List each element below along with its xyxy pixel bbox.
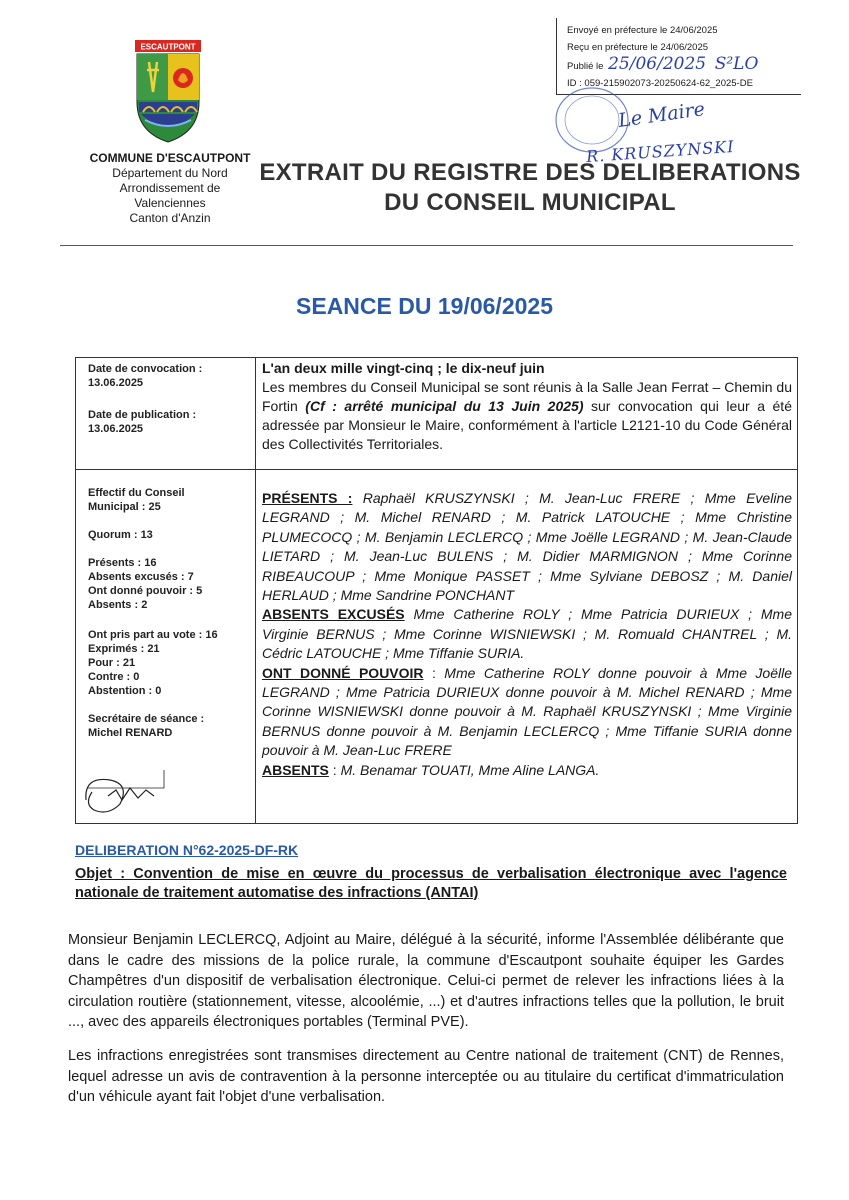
title-line-1: EXTRAIT DU REGISTRE DES DELIBERATIONS xyxy=(259,159,801,186)
header-divider xyxy=(60,245,793,246)
absents-excuses-value: 7 xyxy=(187,571,194,583)
absents-row: Absents : 2 xyxy=(88,599,148,611)
excuses-heading: ABSENTS EXCUSÉS xyxy=(262,606,405,623)
commune-line: Canton d'Anzin xyxy=(129,211,211,225)
contre-value: 0 xyxy=(133,671,140,683)
commune-line: Arrondissement de xyxy=(119,181,221,195)
absents-excuses-row: Absents excusés : 7 xyxy=(88,571,194,583)
absents-list: M. Benamar TOUATI, Mme Aline LANGA. xyxy=(340,761,600,778)
pouvoir-block: ONT DONNÉ POUVOIR : Mme Catherine ROLY donne pouvoir à Mme Joëlle LEGRAND ; Mme Patricia DURIEUX donne pouvoir à M. Michel RENARD ; Mme Corinne WISNIEWSKI donne pouvoir à M. Raphaël KRUSZYNSKI ; Mme Virginie BERNUS donne pouvoir à M. Benjamin LECLERCQ ; Mme Tiffanie SURIA donne pouvoir à M. Jean-Luc FRERE xyxy=(262,664,792,759)
convocation-arrete: (Cf : arrêté municipal du 13 Juin 2025) xyxy=(305,398,584,414)
absents-heading: ABSENTS xyxy=(262,761,329,778)
secretary-signature xyxy=(80,770,170,823)
signature-name: R. KRUSZYNSKI xyxy=(585,136,736,167)
contre-row: Contre : 0 xyxy=(88,671,140,683)
deliberation-paragraph-2: Les infractions enregistrées sont transmises directement au Centre national de traitement (CNT) de Rennes, lequel adresse un avis de contravention à la personne interceptée ou au titulaire du certificat d'immatriculation d'un véhicule ayant fait l'objet d'une verbalisation. xyxy=(68,1048,784,1105)
stamp-published xyxy=(557,56,801,75)
stamp-published-handwritten: 25/06/2025 xyxy=(608,54,707,74)
prefecture-stamp xyxy=(556,18,801,95)
table-divider-horizontal xyxy=(76,469,797,470)
convocation-text-before: Les membres du Conseil Municipal se sont réunis à la Salle Jean Ferrat – Chemin du Fortin xyxy=(262,379,792,414)
convocation-text xyxy=(262,359,792,454)
convocation-dates xyxy=(88,362,202,436)
presents-block xyxy=(262,489,792,605)
objet-label: Objet xyxy=(75,866,113,882)
deliberation-paragraph-1: Monsieur Benjamin LECLERCQ, Adjoint au Maire, délégué à la sécurité, informe l'Assemblée délibérante que dans le cadre des missions de la police rurale, la commune d'Escautpont souhaite équiper les Gardes Champêtres d'un dispositif de verbalisation électronique. Celui-ci permet de relever les infractions liées à la circulation routière (stationnement, vitesse, alcoolémie, ...) et d'autres infractions telles que la pollution, le bruit ..., avec des appareils électroniques portables (Terminal PVE). xyxy=(68,932,784,1030)
council-stats xyxy=(88,486,228,740)
document-title xyxy=(240,158,820,218)
commune-line: Valenciennes xyxy=(134,196,206,210)
secretaire-label: Secrétaire de séance : xyxy=(88,713,205,725)
effectif-value: 25 xyxy=(148,501,161,513)
presents-row: Présents : 16 xyxy=(88,557,157,569)
abstention-value: 0 xyxy=(155,685,162,697)
effectif-label: Effectif du Conseil Municipal : 25 xyxy=(88,487,185,513)
convocation-text-after: sur convocation qui leur a été adressée par Monsieur le Maire, conformément à l'article L2121-10 du Code Général des Collectivités Territoriales. xyxy=(262,398,792,452)
convocation-paragraph xyxy=(262,378,792,454)
objet-text: Convention de mise en œuvre du processus de verbalisation électronique avec l'agence nationale de traitement automatise des infractions (ANTAI) xyxy=(75,866,787,901)
absents-value: 2 xyxy=(141,599,148,611)
excuses-block xyxy=(262,605,792,663)
convocation-heading: L'an deux mille vingt-cinq ; le dix-neuf juin xyxy=(262,360,545,376)
pouvoir-heading: ONT DONNÉ POUVOIR xyxy=(262,664,424,681)
quorum-row: Quorum : 13 xyxy=(88,529,153,541)
deliberation-number: DELIBERATION N°62-2025-DF-RK xyxy=(75,842,299,858)
date-convocation-value: 13.06.2025 xyxy=(88,377,144,389)
absents-block: ABSENTS : M. Benamar TOUATI, Mme Aline LANGA. xyxy=(262,761,600,778)
presents-heading: PRÉSENTS : xyxy=(262,490,353,506)
pouvoir-value: 5 xyxy=(196,585,203,597)
stamp-hand-mark: S²LO xyxy=(714,54,759,74)
stamp-id: ID : 059-215902073-20250624-62_2025-DE xyxy=(567,78,753,89)
table-divider-vertical xyxy=(255,358,256,823)
deliberation-objet: Objet : Convention de mise en œuvre du processus de verbalisation électronique avec l'agence nationale de traitement automatise des infractions (ANTAI) xyxy=(75,866,787,901)
exprimes-value: 21 xyxy=(147,643,160,655)
exprimes-row: Exprimés : 21 xyxy=(88,643,160,655)
attendance-text xyxy=(262,489,792,780)
stamp-received-text: Reçu en préfecture le 24/06/2025 xyxy=(567,42,709,53)
commune-line: Département du Nord xyxy=(112,166,228,180)
pouvoir-row: Ont donné pouvoir : 5 xyxy=(88,585,203,597)
title-line-2: DU CONSEIL MUNICIPAL xyxy=(384,189,676,216)
excuses-list: Mme Catherine ROLY ; Mme Patricia DURIEUX ; Mme Virginie BERNUS ; Mme Corinne WISNIEWSKI ; M. Romuald CHANTREL ; M. Cédric LATOUCHE ; Mme Tiffanie SURIA. xyxy=(262,606,792,662)
commune-name: COMMUNE D'ESCAUTPONT xyxy=(89,151,251,165)
pour-row: Pour : 21 xyxy=(88,657,136,669)
date-convocation-label: Date de convocation : xyxy=(88,363,203,375)
session-table xyxy=(75,357,798,824)
date-publication-value: 13.06.2025 xyxy=(88,423,144,435)
date-publication-label: Date de publication : xyxy=(88,409,197,421)
stamp-sent: Envoyé en préfecture le 24/06/2025 xyxy=(567,25,718,36)
abstention-row: Abstention : 0 xyxy=(88,685,162,697)
coat-of-arms-logo xyxy=(131,40,205,144)
presents-list: Raphaël KRUSZYNSKI ; M. Jean-Luc FRERE ; Mme Eveline LEGRAND ; M. Michel RENARD ; M. Patrick LATOUCHE ; Mme Christine PLUMECOCQ ; M. Benjamin LECLERCQ ; Mme Joëlle LEGRAND ; M. Jean-Claude LIETARD ; M. Jean-Luc BULENS ; M. Didier MARMIGNON ; Mme Corinne RIBEAUCOUP ; Mme Monique PASSET ; Mme Sylviane DEBOSZ ; M. Daniel HERLAUD ; Mme Sandrine PONCHANT xyxy=(262,490,793,604)
vote-value: 16 xyxy=(205,629,218,641)
seance-heading: SEANCE DU 19/06/2025 xyxy=(296,293,553,319)
seal-text: Le Maire xyxy=(616,98,707,132)
quorum-value: 13 xyxy=(140,529,153,541)
secretaire-name: Michel RENARD xyxy=(88,727,173,739)
stamp-received xyxy=(557,39,801,56)
pour-value: 21 xyxy=(122,657,136,669)
logo-banner-text: ESCAUTPONT xyxy=(140,42,196,52)
stamp-published-label: Publié le xyxy=(567,61,604,72)
vote-row: Ont pris part au vote : 16 xyxy=(88,629,218,641)
pouvoir-list: Mme Catherine ROLY donne pouvoir à Mme Joëlle LEGRAND ; Mme Patricia DURIEUX donne pouvoir à M. Michel RENARD ; Mme Corinne WISNIEWSKI donne pouvoir à M. Raphaël KRUSZYNSKI ; Mme Virginie BERNUS donne pouvoir à M. Benjamin LECLERCQ ; Mme Tiffanie SURIA donne pouvoir à M. Jean-Luc FRERE xyxy=(262,664,792,759)
presents-value: 16 xyxy=(144,557,157,569)
